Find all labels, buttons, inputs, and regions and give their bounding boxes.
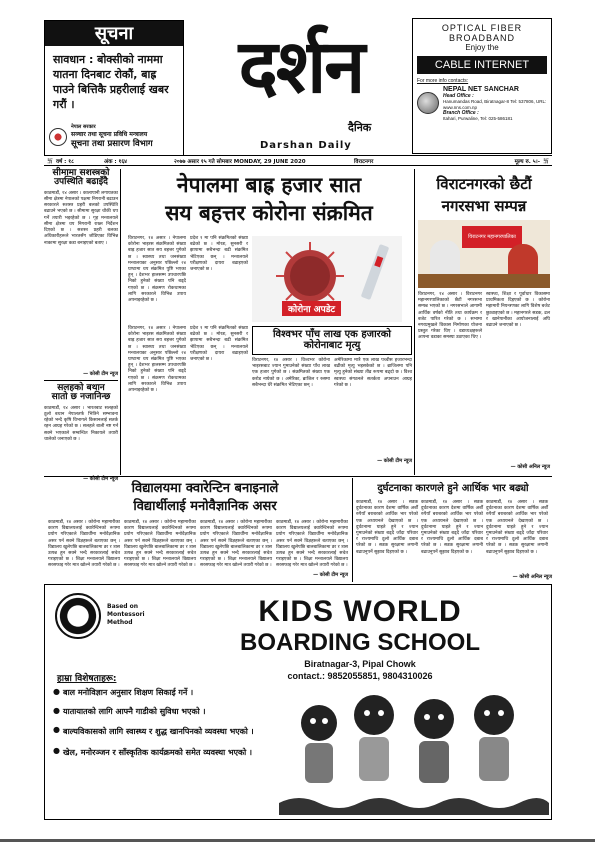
economy-byline: — कोसी अनिल न्यूज <box>512 574 552 580</box>
school-subtitle: BOARDING SCHOOL <box>240 629 480 656</box>
ad-more: For more info contacts: <box>417 78 469 84</box>
photo-banner: विराटनगर महानगरपालिका <box>462 226 522 248</box>
publication-place: विराटनगर <box>354 158 374 165</box>
economy-col3: काठमाडौं, १४ असार । सडक दुर्घटनाका कारण देशमा वार्षिक अर्बौं रुपैयाँ बराबरको आर्थिक भार परेको एक अध्ययनले देखाएको छ । दुर्घटनामा घाइते हुने र ज्यान गुमाउनेको संख्या बढ्दै जाँदा परिवार र राज्यमाथि ठूलो आर्थिक दबाब परेको छ । सडक सुरक्षामा लगानी बढाउनुपर्ने सुझाव दिइएको छ । <box>486 500 548 555</box>
issue-number: अंक : १६४ <box>104 158 128 165</box>
school-contact: contact.: 9852055851, 9804310026 <box>287 671 433 681</box>
bullet-icon: ● <box>53 706 60 715</box>
right-story-col1: विराटनगर, १४ असार । विराटनगर महानगरपालिकाको छैटौं नगरसभा सम्पन्न भएको छ । नगरसभाले आगामी आर्थिक वर्षको नीति तथा कार्यक्रम र बजेट पारित गरेको छ । सभामा नगरप्रमुखले विकास निर्माणका योजना प्रस्तुत गरेका थिए । वडाध्यक्षहरूले आफ्ना वडाका समस्या उठाएका थिए । <box>418 292 482 341</box>
notice-title: सूचना <box>45 21 183 46</box>
corona-update-label: कोरोना अपडेट <box>282 301 341 316</box>
bullet-icon: ● <box>53 725 60 734</box>
border-story-text: काठमाडौं, १४ असार । कालापानी लगायतका सीमा क्षेत्रमा नेपालको पक्षमा निगरानी बढाउन सरकारले सशस्त्र प्रहरी बलको उपस्थिति बढाउने भएको छ । सीमामा सुरक्षा चौकी थप गर्ने तयारी भइरहेको छ । गृह मन्त्रालयले सीमा क्षेत्रमा थप निगरानी राख्न निर्देशन दिएको छ । सशस्त्र प्रहरी बलका अधिकारीहरूले भारतसँग जोडिएका विभिन्न नाकामा सुरक्षा कडा बनाइएको बताए । <box>44 190 118 246</box>
quarantine-byline: — कोसी टीम न्यूज <box>313 572 348 578</box>
corona-photo <box>252 236 402 322</box>
ad-banner: CABLE INTERNET <box>417 56 547 74</box>
economy-headline: दुर्घटनाका कारणले हुने आर्थिक भार बढ्यो <box>377 483 529 494</box>
school-title: KIDS WORLD <box>258 595 462 628</box>
main-headline-line1: नेपालमा बाह्र हजार सात <box>176 173 362 197</box>
quarantine-headline-line2: विद्यार्थीलाई मनोवैज्ञानिक असर <box>133 499 277 514</box>
world-headline: विश्वभर पाँच लाख एक हजारको कोरोनाबाट मृत्यु <box>252 326 412 355</box>
left-column <box>44 168 118 482</box>
quarantine-col3: काठमाडौं, १४ असार । कोरोना महामारीका कारण विद्यालयलाई क्वारेन्टिनको रूपमा प्रयोग गरिएकाले विद्यार्थीमा मनोवैज्ञानिक असर पर्न सक्ने विज्ञहरूले बताएका छन् । विद्यालय खुलेपछि बालबालिकामा डर र त्रास उत्पन्न हुन सक्ने भन्दै सरकारलाई सचेत गराइएको छ । शिक्षा मन्त्रालयले विद्यालय सरसफाइ गरेर मात्र खोल्ने तयारी गरेको छ । <box>200 520 272 569</box>
world-story-col2: अमेरिकामा मात्रै एक लाख पच्चीस हजारभन्दा बढीको मृत्यु भइसकेको छ । ब्राजिलमा पनि मृत्यु हुनेको संख्या तीव्र रूपमा बढ्दो छ । विश्व स्वास्थ्य संगठनले सतर्कता अपनाउन आग्रह गरेको छ । <box>334 358 412 388</box>
border-story-byline: — कोसी टीम न्यूज <box>83 370 118 377</box>
right-headline-line1: विराटनगरको छैटौं <box>436 175 532 193</box>
right-story-byline: — कोसी अनिल न्यूज <box>510 464 550 470</box>
volume-year: वर्ष : १८ <box>56 158 74 165</box>
ad-line2: BROADBAND <box>448 33 515 43</box>
swastika-icon-left: 卐 <box>47 158 53 165</box>
quarantine-story-text <box>48 520 348 572</box>
ad-branch-label: Branch Office : <box>443 110 479 116</box>
bullet-icon: ● <box>53 687 60 696</box>
notice-body: सावधान : बोक्सीको नाममा यातना दिनबाट रोकौं, बाह्र पाउने बित्तिकै प्रहरीलाई खबर गरौं । <box>53 53 169 111</box>
quarantine-col4: काठमाडौं, १४ असार । कोरोना महामारीका कारण विद्यालयलाई क्वारेन्टिनको रूपमा प्रयोग गरिएकाले विद्यार्थीमा मनोवैज्ञानिक असर पर्न सक्ने विज्ञहरूले बताएका छन् । विद्यालय खुलेपछि बालबालिकामा डर र त्रास उत्पन्न हुन सक्ने भन्दै सरकारलाई सचेत गराइएको छ । शिक्षा मन्त्रालयले विद्यालय सरसफाइ गरेर मात्र खोल्ने तयारी गरेको छ । <box>276 520 348 569</box>
feature-item: ● यातायातको लागि आफ्नै गाडीको सुविधा भएको । <box>53 706 206 716</box>
main-story-col2: प्रदेश १ मा पनि संक्रमितको संख्या बढेको छ । मोरङ, सुनसरी र झापामा सबैभन्दा बढी संक्रमित भेटिएका छन् । मन्त्रालयले परीक्षणको दायरा बढाइएको जनाएको छ । <box>190 236 248 273</box>
ad-head-label: Head Office : <box>443 93 474 99</box>
feature-item: ● खेल, मनोरञ्जन र साँस्कृतिक कार्यक्रमको समेत व्यवस्था भएको । <box>53 746 253 757</box>
school-address: Biratnagar-3, Pipal Chowk <box>304 659 416 669</box>
ad-branch: Itahari, Purwaline, Tel: 025-586181 <box>443 116 513 121</box>
masthead-tag: दैनिक <box>348 121 372 134</box>
economy-col2: काठमाडौं, १४ असार । सडक दुर्घटनाका कारण देशमा वार्षिक अर्बौं रुपैयाँ बराबरको आर्थिक भार परेको एक अध्ययनले देखाएको छ । दुर्घटनामा घाइते हुने र ज्यान गुमाउनेको संख्या बढ्दै जाँदा परिवार र राज्यमाथि ठूलो आर्थिक दबाब परेको छ । सडक सुरक्षामा लगानी बढाउनुपर्ने सुझाव दिइएको छ । <box>421 500 483 555</box>
school-logo <box>55 593 101 639</box>
bullet-icon: ● <box>53 746 60 755</box>
cable-internet-ad <box>412 18 552 154</box>
price: मूल्य रु. ५।- <box>514 158 540 165</box>
economy-story-text <box>356 500 552 572</box>
swastika-icon-right: 卐 <box>543 158 549 165</box>
world-story-byline: — कोसी टीम न्यूज <box>377 458 412 464</box>
quarantine-headline-line1: विद्यालयमा क्वारेन्टिन बनाइनाले <box>131 481 279 496</box>
main-story-col1: विराटनगर, १४ असार । नेपालमा कोरोना भाइरस संक्रमितको संख्या बाह्र हजार सात सय बहत्तर पुगेको छ । स्वास्थ्य तथा जनसंख्या मन्त्रालयका अनुसार पछिल्लो २४ घण्टामा थप संक्रमित पुष्टि भएका हुन् । देशभर हालसम्म उपचारपछि निको हुनेको संख्या पनि बढ्दै गएको छ । संक्रमण रोकथामका लागि सरकारले विभिन्न उपाय अपनाइरहेको छ । <box>128 236 186 304</box>
main-story-col1-continued: विराटनगर, १४ असार । नेपालमा कोरोना भाइरस संक्रमितको संख्या बाह्र हजार सात सय बहत्तर पुगेको छ । स्वास्थ्य तथा जनसंख्या मन्त्रालयका अनुसार पछिल्लो २४ घण्टामा थप संक्रमित पुष्टि भएका हुन् । देशभर हालसम्म उपचारपछि निको हुनेको संख्या पनि बढ्दै गएको छ । संक्रमण रोकथामका लागि सरकारले विभिन्न उपाय अपनाइरहेको छ । <box>128 326 186 394</box>
quarantine-col2: काठमाडौं, १४ असार । कोरोना महामारीका कारण विद्यालयलाई क्वारेन्टिनको रूपमा प्रयोग गरिएकाले विद्यार्थीमा मनोवैज्ञानिक असर पर्न सक्ने विज्ञहरूले बताएका छन् । विद्यालय खुलेपछि बालबालिकामा डर र त्रास उत्पन्न हुन सक्ने भन्दै सरकारलाई सचेत गराइएको छ । शिक्षा मन्त्रालयले विद्यालय सरसफाइ गरेर मात्र खोल्ने तयारी गरेको छ । <box>124 520 196 569</box>
features-list <box>53 687 281 759</box>
locust-story-text: काठमाडौं, १४ असार । भारतबाट सलहको ठूलो बथान नेपालतर्फ भित्रिने सम्भावना रहेको भन्दै कृषि विभागले किसानलाई सतर्क रहन आग्रह गरेको छ । सलहले बाली नष्ट गर्न सक्ने भएकाले सम्बन्धित निकायले तयारी थालेको जनाएको छ । <box>44 405 118 442</box>
feature-item: ● बाल मनोविज्ञान अनुसार शिक्षण सिकाई गर्ने । <box>53 687 194 697</box>
right-story-col2: स्वास्थ्य, शिक्षा र पूर्वाधार विकासमा प्राथमिकता दिइएको छ । कोरोना महामारी नियन्त्रणका लागि विशेष बजेट छुट्याइएको छ । महानगरले सडक, ढल र खानेपानीका आयोजनालाई अघि बढाउने जनाएको छ । <box>486 292 550 329</box>
dateline-strip <box>44 155 552 166</box>
school-ad <box>44 584 552 820</box>
world-story-col1: विराटनगर, १४ असार । विश्वभर कोरोना भाइरसबाट ज्यान गुमाउनेको संख्या पाँच लाख एक हजार पुगेको छ । संक्रमितको संख्या एक करोड नाघेको छ । अमेरिका, ब्राजिल र रुसमा सबैभन्दा धेरै संक्रमित भेटिएका छन् । <box>252 358 330 388</box>
locust-story-headline: सलहको बथान सातो छ नजानिन्छ <box>51 382 111 403</box>
assembly-photo <box>418 220 550 288</box>
main-story-col2-continued: प्रदेश १ मा पनि संक्रमितको संख्या बढेको छ । मोरङ, सुनसरी र झापामा सबैभन्दा बढी संक्रमित भेटिएका छन् । मन्त्रालयले परीक्षणको दायरा बढाइएको जनाएको छ । <box>190 326 248 363</box>
globe-icon <box>417 92 439 114</box>
nepal-emblem-icon <box>49 128 67 146</box>
kids-illustration <box>279 685 549 815</box>
features-title: हाम्रा विशेषताहरू: <box>57 674 117 684</box>
masthead-title: दर्शन <box>238 24 364 110</box>
quarantine-col1: काठमाडौं, १४ असार । कोरोना महामारीका कारण विद्यालयलाई क्वारेन्टिनको रूपमा प्रयोग गरिएकाले विद्यार्थीमा मनोवैज्ञानिक असर पर्न सक्ने विज्ञहरूले बताएका छन् । विद्यालय खुलेपछि बालबालिकामा डर र त्रास उत्पन्न हुन सक्ने भन्दै सरकारलाई सचेत गराइएको छ । शिक्षा मन्त्रालयले विद्यालय सरसफाइ गरेर मात्र खोल्ने तयारी गरेको छ । <box>48 520 120 569</box>
issue-date: २०७७ असार १५ गते सोमबार MONDAY, 29 JUNE 2020 <box>174 158 306 165</box>
ad-head-office: Hanumandas Road, Biratnagar-8 Tel: 537806, URL: www.nns.com.np <box>443 99 547 110</box>
world-story <box>252 326 412 472</box>
notice-dept: सूचना तथा प्रसारण विभाग <box>71 139 153 149</box>
ad-line1: OPTICAL FIBER <box>441 23 523 33</box>
govt-notice <box>44 20 184 156</box>
main-headline-line2: सय बहत्तर कोरोना संक्रमित <box>165 201 373 225</box>
right-headline-line2: नगरसभा सम्पन्न <box>441 197 527 215</box>
feature-item: ● बाल्यविकासको लागि स्वास्थ्य र शुद्ध खानपिनको व्यवस्था भएको । <box>53 725 254 736</box>
ad-line3: Enjoy the <box>465 43 499 52</box>
notice-gov: नेपाल सरकार <box>71 124 96 130</box>
locust-story-byline: — कोसी टीम न्यूज <box>83 475 118 482</box>
school-method: Based on Montessori Method <box>107 603 145 626</box>
notice-ministry: सञ्चार तथा सूचना प्रविधि मन्त्रालय <box>71 131 148 138</box>
ad-company: NEPAL NET SANCHAR <box>443 86 519 93</box>
border-story-headline: सीमामा सशस्त्रको उपस्थिति बढाइँदै <box>52 168 110 188</box>
masthead-english-name: Darshan Daily <box>260 140 352 151</box>
economy-col1: काठमाडौं, १४ असार । सडक दुर्घटनाका कारण देशमा वार्षिक अर्बौं रुपैयाँ बराबरको आर्थिक भार परेको एक अध्ययनले देखाएको छ । दुर्घटनामा घाइते हुने र ज्यान गुमाउनेको संख्या बढ्दै जाँदा परिवार र राज्यमाथि ठूलो आर्थिक दबाब परेको छ । सडक सुरक्षामा लगानी बढाउनुपर्ने सुझाव दिइएको छ । <box>356 500 418 555</box>
